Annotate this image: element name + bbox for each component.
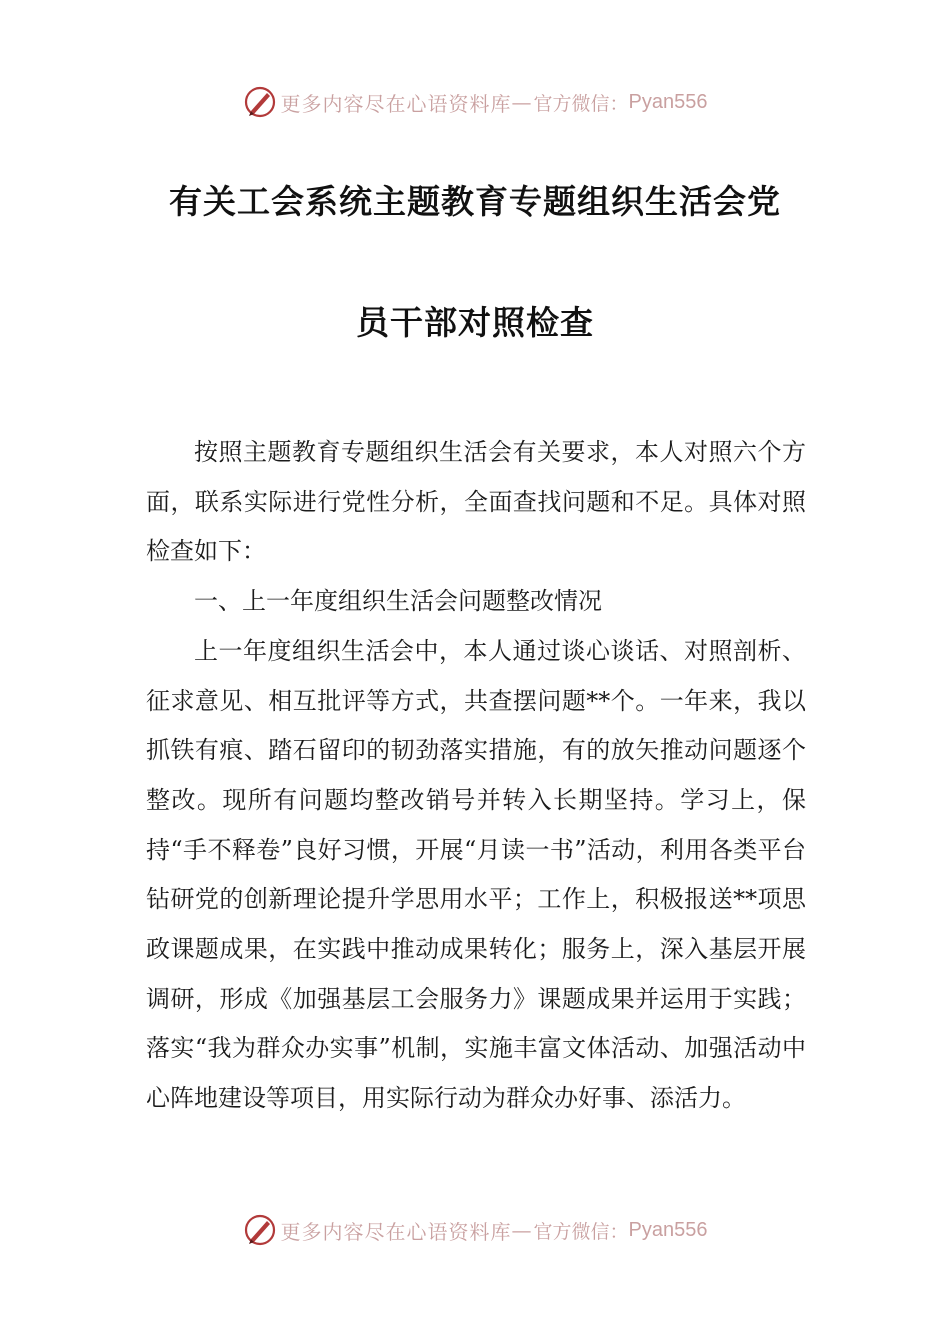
doc-title-line2: 员干部对照检查 [356,303,594,342]
pen-logo-icon [243,85,277,119]
banner-wechat-id: Pyan556 [628,90,708,113]
footer-banner-text: 更多内容尽在心语资料库 [280,1219,512,1244]
banner-wechat-label: 官方微信： [533,92,629,115]
doc-body [146,428,806,1124]
footer-banner-wechat-id: Pyan556 [628,1218,708,1241]
section-heading-1: 一、上一年度组织生活会问题整改情况 [194,587,602,616]
footer-banner [0,1210,950,1250]
banner-text: 更多内容尽在心语资料库 [280,91,512,116]
header-banner [0,82,950,122]
paragraph-intro: 按照主题教育专题组织生活会有关要求，本人对照六个方面，联系实际进行党性分析，全面查找问题和不足。具体对照检查如下： [146,438,806,566]
footer-banner-wechat-label: 官方微信： [533,1220,629,1243]
doc-title-line1: 有关工会系统主题教育专题组织生活会党 [169,182,781,221]
paragraph-rectification: 上一年度组织生活会中，本人通过谈心谈话、对照剖析、征求意见、相互批评等方式，共查摆问题**个。一年来，我以抓铁有痕、踏石留印的韧劲落实措施，有的放矢推动问题逐个整改。现所有问题均整改销号并转入长期坚持。学习上，保持“手不释卷”良好习惯，开展“月读一书”活动，利用各类平台钻研党的创新理论提升学思用水平；工作上，积极报送**项思政课题成果，在实践中推动成果转化；服务上，深入基层开展调研，形成《加强基层工会服务力》课题成果并运用于实践；落实“我为群众办实事”机制，实施丰富文体活动、加强活动中心阵地建设等项目，用实际行动为群众办好事、添活力。 [146,636,806,1113]
pen-logo-icon [243,1213,277,1247]
banner-dash: — [511,90,532,114]
footer-banner-dash: — [511,1218,532,1242]
